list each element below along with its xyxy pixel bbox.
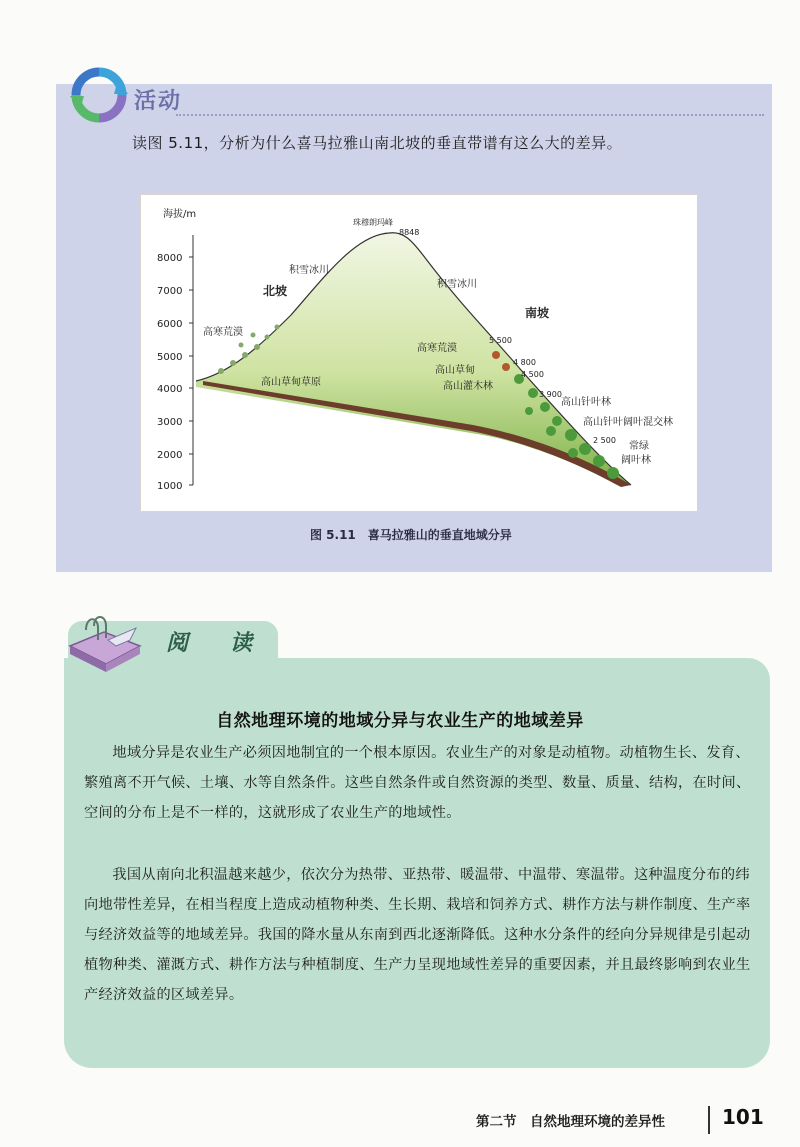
figure-himalaya xyxy=(140,194,698,512)
y-tick: 5000 xyxy=(157,352,183,363)
south-meadow-label: 高山草甸 xyxy=(435,365,475,376)
north-glacier-label: 积雪冰川 xyxy=(289,265,329,276)
north-meadow-label: 高山草甸草原 xyxy=(261,377,321,388)
south-desert-label: 高寒荒漠 xyxy=(417,343,457,354)
south-slope-label: 南坡 xyxy=(525,306,550,320)
y-tick: 3000 xyxy=(157,417,183,428)
north-desert-label: 高寒荒漠 xyxy=(203,327,243,338)
dotted-divider xyxy=(176,114,764,116)
figure-caption: 图 5.11 喜马拉雅山的垂直地域分异 xyxy=(310,528,512,542)
y-ticks xyxy=(157,253,193,492)
reading-paragraph: 地域分异是农业生产必须因地制宜的一个根本原因。农业生产的对象是动植物。动植物生长、发育、繁殖离不开气候、土壤、水等自然条件。这些自然条件或自然资源的类型、数量、质量、结构，在时间、空间的分布上是不一样的，这就形成了农业生产的地域性。 xyxy=(84,745,751,821)
south-evergreen-label: 常绿 xyxy=(629,441,649,452)
south-mixed-forest-label: 高山针叶阔叶混交林 xyxy=(583,417,673,428)
y-tick: 6000 xyxy=(157,319,183,330)
y-tick: 1000 xyxy=(157,481,183,492)
section-title: 第二节 自然地理环境的差异性 xyxy=(476,1114,665,1130)
reading-heading: 自然地理环境的地域分异与农业生产的地域差异 xyxy=(216,711,584,731)
y-tick: 2000 xyxy=(157,450,183,461)
boundary-label: 4 800 xyxy=(513,358,536,367)
activity-title: 活动 xyxy=(134,89,183,114)
boundary-label: 4 500 xyxy=(521,370,544,379)
south-shrub-label: 高山灌木林 xyxy=(443,381,493,392)
south-glacier-label: 积雪冰川 xyxy=(437,279,477,290)
book-icon xyxy=(64,606,146,676)
cycle-arrows-icon xyxy=(70,66,128,124)
boundary-label: 3 900 xyxy=(539,390,562,399)
footer-divider xyxy=(708,1106,710,1134)
boundary-label: 5 500 xyxy=(489,336,512,345)
y-axis-label: 海拔/m xyxy=(163,209,197,220)
mountain-profile-diagram xyxy=(141,195,697,511)
reading-title: 阅 读 xyxy=(166,630,263,656)
peak-label: 珠穆朗玛峰 xyxy=(353,218,393,227)
y-tick: 4000 xyxy=(157,384,183,395)
north-slope-label: 北坡 xyxy=(263,284,288,298)
y-tick: 7000 xyxy=(157,286,183,297)
south-conifer-label: 高山针叶林 xyxy=(561,397,611,408)
reading-paragraph: 我国从南向北积温越来越少，依次分为热带、亚热带、暖温带、中温带、寒温带。这种温度分布的纬向地带性差异，在相当程度上造成动植物种类、生长期、栽培和饲养方式、耕作方法与耕作制度、生产率与经济效益等的地域差异。我国的降水量从东南到西北逐渐降低。这种水分条件的经向分异规律是引起动植物种类、灌溉方式、耕作方法与种植制度、生产力呈现地域性差异的重要因素，并且最终影响到农业生产经济效益的区域差异。 xyxy=(84,867,751,1003)
vegetation-zone xyxy=(196,233,631,485)
peak-height: 8848 xyxy=(399,228,420,237)
south-broadleaf-label: 阔叶林 xyxy=(621,455,651,466)
page-number: 101 xyxy=(722,1105,764,1129)
boundary-label: 2 500 xyxy=(593,436,616,445)
activity-prompt: 读图 5.11，分析为什么喜马拉雅山南北坡的垂直带谱有这么大的差异。 xyxy=(132,134,623,152)
y-tick: 8000 xyxy=(157,253,183,264)
